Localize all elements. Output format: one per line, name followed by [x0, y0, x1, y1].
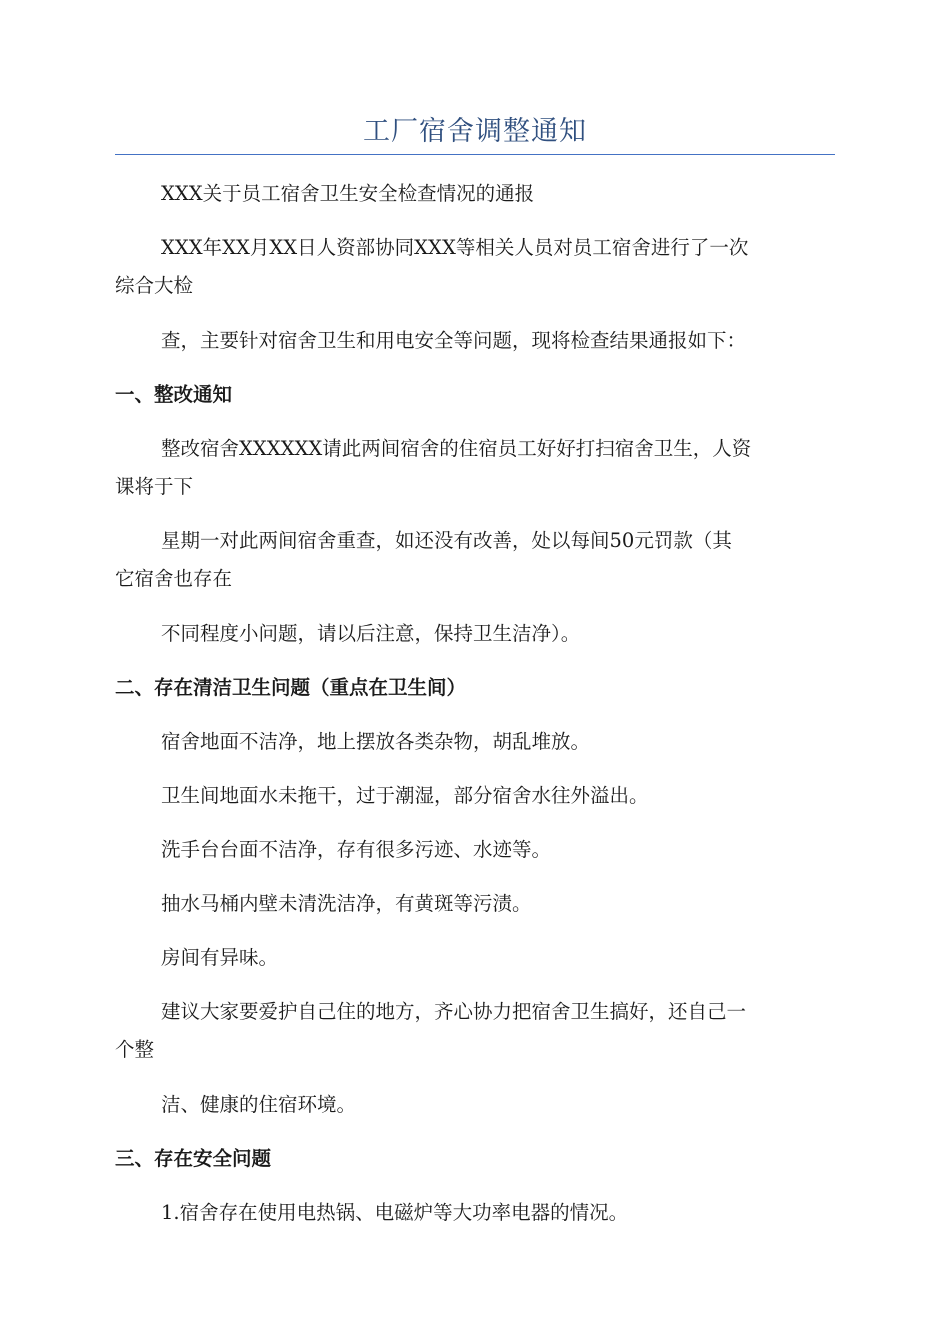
- paragraph-line: XXX关于员工宿舍卫生安全检查情况的通报: [161, 182, 535, 205]
- paragraph-line: 星期一对此两间宿舍重查，如还没有改善，处以每间50元罚款（其: [161, 529, 732, 552]
- paragraph-line: 课将于下: [115, 475, 194, 498]
- paragraph-line: 整改宿舍XXXXXX请此两间宿舍的住宿员工好好打扫宿舍卫生，人资: [161, 437, 752, 460]
- paragraph-line: 宿舍地面不洁净，地上摆放各类杂物，胡乱堆放。: [161, 730, 591, 753]
- paragraph-line: 个整: [115, 1038, 155, 1061]
- section-heading: 一、整改通知: [115, 383, 233, 406]
- paragraph-line: 不同程度小问题，请以后注意，保持卫生洁净）。: [161, 622, 581, 645]
- paragraph-line: 洁、健康的住宿环境。: [161, 1093, 357, 1116]
- title-underline: [115, 154, 835, 155]
- paragraph-line: 它宿舍也存在: [115, 567, 233, 590]
- paragraph-line: 综合大检: [115, 274, 194, 297]
- section-heading: 二、存在清洁卫生问题（重点在卫生间）: [115, 676, 467, 699]
- paragraph-line: 查，主要针对宿舍卫生和用电安全等问题，现将检查结果通报如下：: [161, 329, 747, 352]
- paragraph-line: 房间有异味。: [161, 946, 279, 969]
- paragraph-line: XXX年XX月XX日人资部协同XXX等相关人员对员工宿舍进行了一次: [161, 236, 749, 259]
- paragraph-line: 抽水马桶内壁未清洗洁净，有黄斑等污渍。: [161, 892, 532, 915]
- paragraph-line: 建议大家要爱护自己住的地方，齐心协力把宿舍卫生搞好，还自己一: [161, 1000, 747, 1023]
- document-title: 工厂宿舍调整通知: [363, 116, 587, 147]
- paragraph-line: 1.宿舍存在使用电热锅、电磁炉等大功率电器的情况。: [161, 1201, 629, 1224]
- paragraph-line: 卫生间地面水未拖干，过于潮湿，部分宿舍水往外溢出。: [161, 784, 649, 807]
- paragraph-line: 洗手台台面不洁净，存有很多污迹、水迹等。: [161, 838, 552, 861]
- section-heading: 三、存在安全问题: [115, 1147, 272, 1170]
